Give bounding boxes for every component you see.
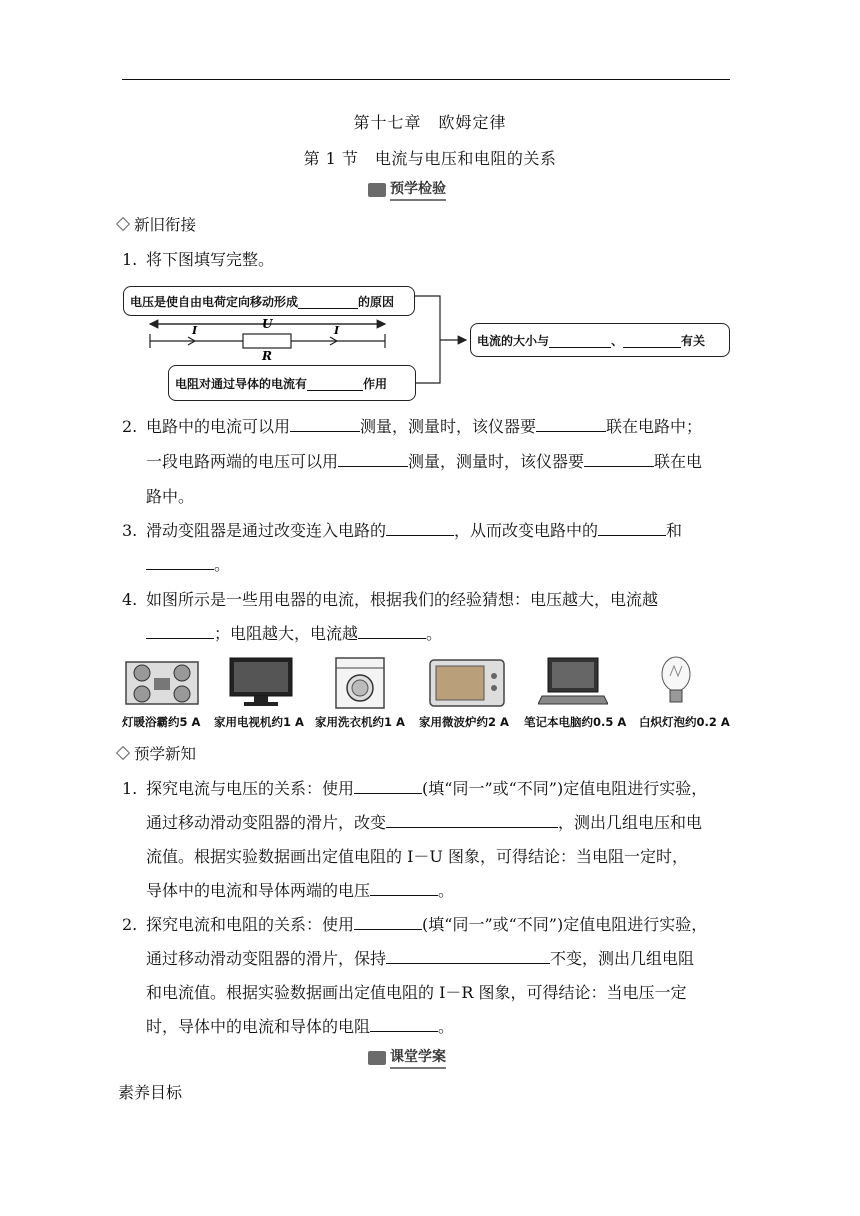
text: 测量，测量时，该仪器要	[408, 452, 585, 471]
blank-field[interactable]	[354, 779, 422, 794]
blank-field[interactable]	[354, 915, 422, 930]
box-text: 电流的大小与	[477, 333, 550, 348]
badge-label: 课堂学案	[390, 1046, 446, 1069]
q1-text: 将下图填写完整。	[146, 250, 275, 269]
caption-laptop: 笔记本电脑约0.5 A	[524, 715, 627, 729]
box-text: 电压是使自由电荷定向移动形成	[130, 294, 299, 309]
section-title: 第 1 节 电流与电压和电阻的关系	[303, 149, 557, 168]
text: 如图所示是一些用电器的电流，根据我们的经验猜想：电压越大，电流越	[146, 590, 659, 609]
q3-number: 3.	[122, 521, 138, 540]
p2q1-line2	[146, 810, 702, 833]
blank-field[interactable]	[338, 452, 408, 467]
circuit-diagram	[0, 0, 860, 420]
chapter-title: 第十七章 欧姆定律	[353, 113, 507, 132]
laptop-image	[538, 654, 608, 710]
text: 探究电流与电压的关系：使用	[146, 779, 355, 798]
diamond-bullet-icon	[116, 746, 130, 760]
text: 探究电流和电阻的关系：使用	[146, 915, 355, 934]
bracket-connector	[415, 296, 440, 383]
caption-bulb: 白炽灯泡约0.2 A	[639, 715, 730, 729]
text: 导体中的电流和导体两端的电压	[146, 881, 371, 900]
q4-number: 4.	[122, 590, 138, 609]
bath-heater-image	[124, 654, 200, 710]
badge-class-plan	[368, 1046, 446, 1069]
box-text: 的原因	[358, 294, 395, 309]
p2q2-number: 2.	[122, 915, 138, 934]
label-U: U	[262, 317, 273, 331]
text: (填“同一”或“不同”)定值电阻进行实验，	[422, 779, 708, 798]
blank-field[interactable]	[386, 813, 558, 828]
blank-field[interactable]	[290, 417, 360, 432]
caption-washer: 家用洗衣机约1 A	[315, 715, 405, 729]
text: 时，导体中的电流和导体的电阻	[146, 1017, 371, 1036]
washing-machine-image	[330, 654, 390, 710]
text: 一段电路两端的电压可以用	[146, 452, 339, 471]
text: 通过移动滑动变阻器的滑片，改变	[146, 813, 387, 832]
blank-field[interactable]	[370, 881, 438, 896]
text: 和	[666, 521, 683, 540]
q2-line2	[146, 449, 702, 472]
text: (填“同一”或“不同”)定值电阻进行实验，	[422, 915, 708, 934]
text: 滑动变阻器是通过改变连入电路的	[146, 521, 387, 540]
text: 通过移动滑动变阻器的滑片，保持	[146, 949, 387, 968]
blank-field[interactable]	[536, 417, 606, 432]
label-R: R	[262, 349, 272, 363]
text: 联在电	[654, 452, 703, 471]
p2q2-line3: 和电流值。根据实验数据画出定值电阻的 I－R 图象，可得结论：当电压一定	[146, 983, 687, 1002]
light-bulb-image	[656, 654, 696, 710]
q2-line1	[122, 414, 702, 437]
blank-field[interactable]	[386, 521, 454, 536]
box-text: 、	[611, 333, 624, 348]
text: ，从而改变电路中的	[454, 521, 599, 540]
text: 联在电路中；	[606, 417, 703, 436]
microwave-image	[428, 654, 506, 710]
p2q2-line4	[146, 1014, 454, 1037]
caption-tv: 家用电视机约1 A	[214, 715, 304, 729]
section-literacy-goals: 素养目标	[118, 1083, 183, 1102]
text: 。	[214, 555, 231, 574]
text: 。	[438, 881, 455, 900]
caption-microwave: 家用微波炉约2 A	[419, 715, 509, 729]
text: 。	[438, 1017, 455, 1036]
p2q2-line2	[146, 946, 694, 969]
q4-line2	[146, 621, 442, 644]
p2q2-line1	[122, 912, 707, 935]
caption-bath-heater: 灯暖浴霸约5 A	[122, 715, 201, 729]
tv-image	[226, 654, 296, 710]
blank-field[interactable]	[370, 1017, 438, 1032]
p2q1-line1	[122, 776, 707, 799]
text: ，测出几组电压和电	[558, 813, 703, 832]
p2q1-line3: 流值。根据实验数据画出定值电阻的 I－U 图象，可得结论：当电阻一定时，	[146, 847, 688, 866]
blank-field[interactable]	[358, 624, 426, 639]
text: 测量，测量时，该仪器要	[360, 417, 537, 436]
heading-label: 预学新知	[134, 745, 197, 763]
q2-line3: 路中。	[146, 487, 195, 506]
label-I-left: I	[192, 324, 198, 337]
text: 。	[426, 624, 443, 643]
blank-field[interactable]	[146, 555, 214, 570]
group-icon	[368, 1051, 386, 1065]
blank-field[interactable]	[584, 452, 654, 467]
q1-number: 1.	[122, 250, 138, 269]
heading-new-knowledge	[118, 742, 196, 764]
label-I-right: I	[334, 324, 340, 337]
resistor-symbol	[243, 334, 291, 348]
text: 电路中的电流可以用	[146, 417, 291, 436]
box-text: 作用	[363, 376, 388, 391]
text: 不变，测出几组电阻	[550, 949, 695, 968]
box-text: 电阻对通过导体的电流有	[175, 376, 308, 391]
q2-number: 2.	[122, 417, 138, 436]
p2q1-line4	[146, 878, 454, 901]
q3-line1	[122, 518, 682, 541]
blank-field[interactable]	[598, 521, 666, 536]
blank-field[interactable]	[146, 624, 214, 639]
q4-line1	[122, 587, 658, 610]
p2q1-number: 1.	[122, 779, 138, 798]
box-text: 有关	[681, 333, 706, 348]
heading-label: 新旧衔接	[134, 216, 197, 234]
text: ；电阻越大，电流越	[214, 624, 359, 643]
blank-field[interactable]	[386, 949, 550, 964]
badge-label: 预学检验	[390, 178, 446, 201]
q3-line2	[146, 552, 230, 575]
